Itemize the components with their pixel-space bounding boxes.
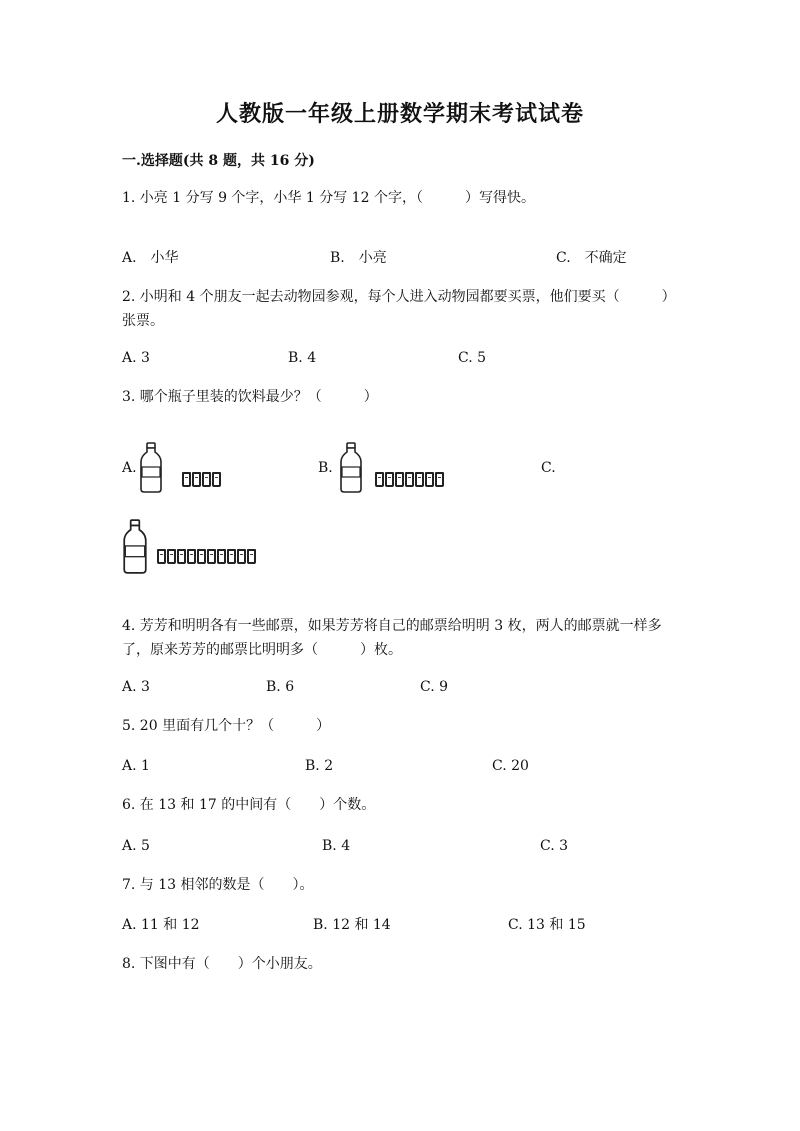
cup-icon — [187, 549, 196, 564]
q4-option-a[interactable]: A. 3 — [122, 679, 150, 695]
cup-icon — [415, 472, 424, 487]
q6-option-a[interactable]: A. 5 — [122, 838, 150, 854]
section-heading: 一.选择题(共 8 题，共 16 分) — [122, 153, 315, 169]
q3-picture-b — [338, 442, 468, 494]
bottle-icon — [121, 518, 149, 576]
q5-option-a[interactable]: A. 1 — [122, 758, 150, 774]
q1-option-b[interactable]: B. 小亮 — [330, 250, 387, 266]
cup-icon — [202, 472, 211, 487]
q1-option-a[interactable]: A. 小华 — [122, 250, 179, 266]
q5-option-b[interactable]: B. 2 — [305, 758, 334, 774]
q2-option-b[interactable]: B. 4 — [288, 350, 317, 366]
cup-icon — [425, 472, 434, 487]
cup-icon — [435, 472, 444, 487]
q1-option-c[interactable]: C. 不确定 — [556, 250, 627, 266]
cup-row-b — [375, 472, 444, 487]
cup-row-a — [182, 472, 221, 487]
cup-icon — [385, 472, 394, 487]
cup-row-c — [157, 549, 256, 564]
cup-icon — [207, 549, 216, 564]
bottle-icon — [338, 442, 364, 494]
question-4: 4. 芳芳和明明各有一些邮票，如果芳芳将自己的邮票给明明 3 枚，两人的邮票就一样多了，原来芳芳的邮票比明明多（ ）枚。 — [122, 618, 662, 658]
cup-icon — [212, 472, 221, 487]
q3-picture-a — [138, 442, 238, 494]
cup-icon — [182, 472, 191, 487]
q5-option-c[interactable]: C. 20 — [492, 758, 529, 774]
question-8: 8. 下图中有（ ）个小朋友。 — [122, 956, 322, 972]
question-3: 3. 哪个瓶子里装的饮料最少？（ ） — [122, 389, 378, 405]
cup-icon — [177, 549, 186, 564]
q4-option-b[interactable]: B. 6 — [266, 679, 295, 695]
q2-option-a[interactable]: A. 3 — [122, 350, 150, 366]
q7-option-c[interactable]: C. 13 和 15 — [508, 917, 586, 933]
cup-icon — [395, 472, 404, 487]
cup-icon — [405, 472, 414, 487]
q7-option-a[interactable]: A. 11 和 12 — [122, 917, 200, 933]
cup-icon — [167, 549, 176, 564]
question-6: 6. 在 13 和 17 的中间有（ ）个数。 — [122, 797, 376, 813]
question-7: 7. 与 13 相邻的数是（ ）。 — [122, 877, 314, 893]
cup-icon — [192, 472, 201, 487]
page-title: 人教版一年级上册数学期末考试试卷 — [215, 101, 584, 127]
q3-picture-c — [121, 518, 281, 576]
cup-icon — [237, 549, 246, 564]
q3-option-a[interactable]: A. — [122, 460, 137, 476]
q3-option-c[interactable]: C. — [541, 460, 556, 476]
cup-icon — [197, 549, 206, 564]
cup-icon — [375, 472, 384, 487]
q6-option-c[interactable]: C. 3 — [540, 838, 569, 854]
q7-option-b[interactable]: B. 12 和 14 — [313, 917, 391, 933]
q3-option-b[interactable]: B. — [318, 460, 333, 476]
cup-icon — [227, 549, 236, 564]
cup-icon — [247, 549, 256, 564]
q6-option-b[interactable]: B. 4 — [322, 838, 351, 854]
q2-option-c[interactable]: C. 5 — [458, 350, 487, 366]
question-5: 5. 20 里面有几个十？（ ） — [122, 718, 331, 734]
question-2: 2. 小明和 4 个朋友一起去动物园参观，每个人进入动物园都要买票，他们要买（ ）张票。 — [122, 289, 676, 329]
question-1: 1. 小亮 1 分写 9 个字，小华 1 分写 12 个字，（ ）写得快。 — [122, 190, 535, 206]
cup-icon — [217, 549, 226, 564]
bottle-icon — [138, 442, 164, 494]
cup-icon — [157, 549, 166, 564]
q4-option-c[interactable]: C. 9 — [420, 679, 449, 695]
